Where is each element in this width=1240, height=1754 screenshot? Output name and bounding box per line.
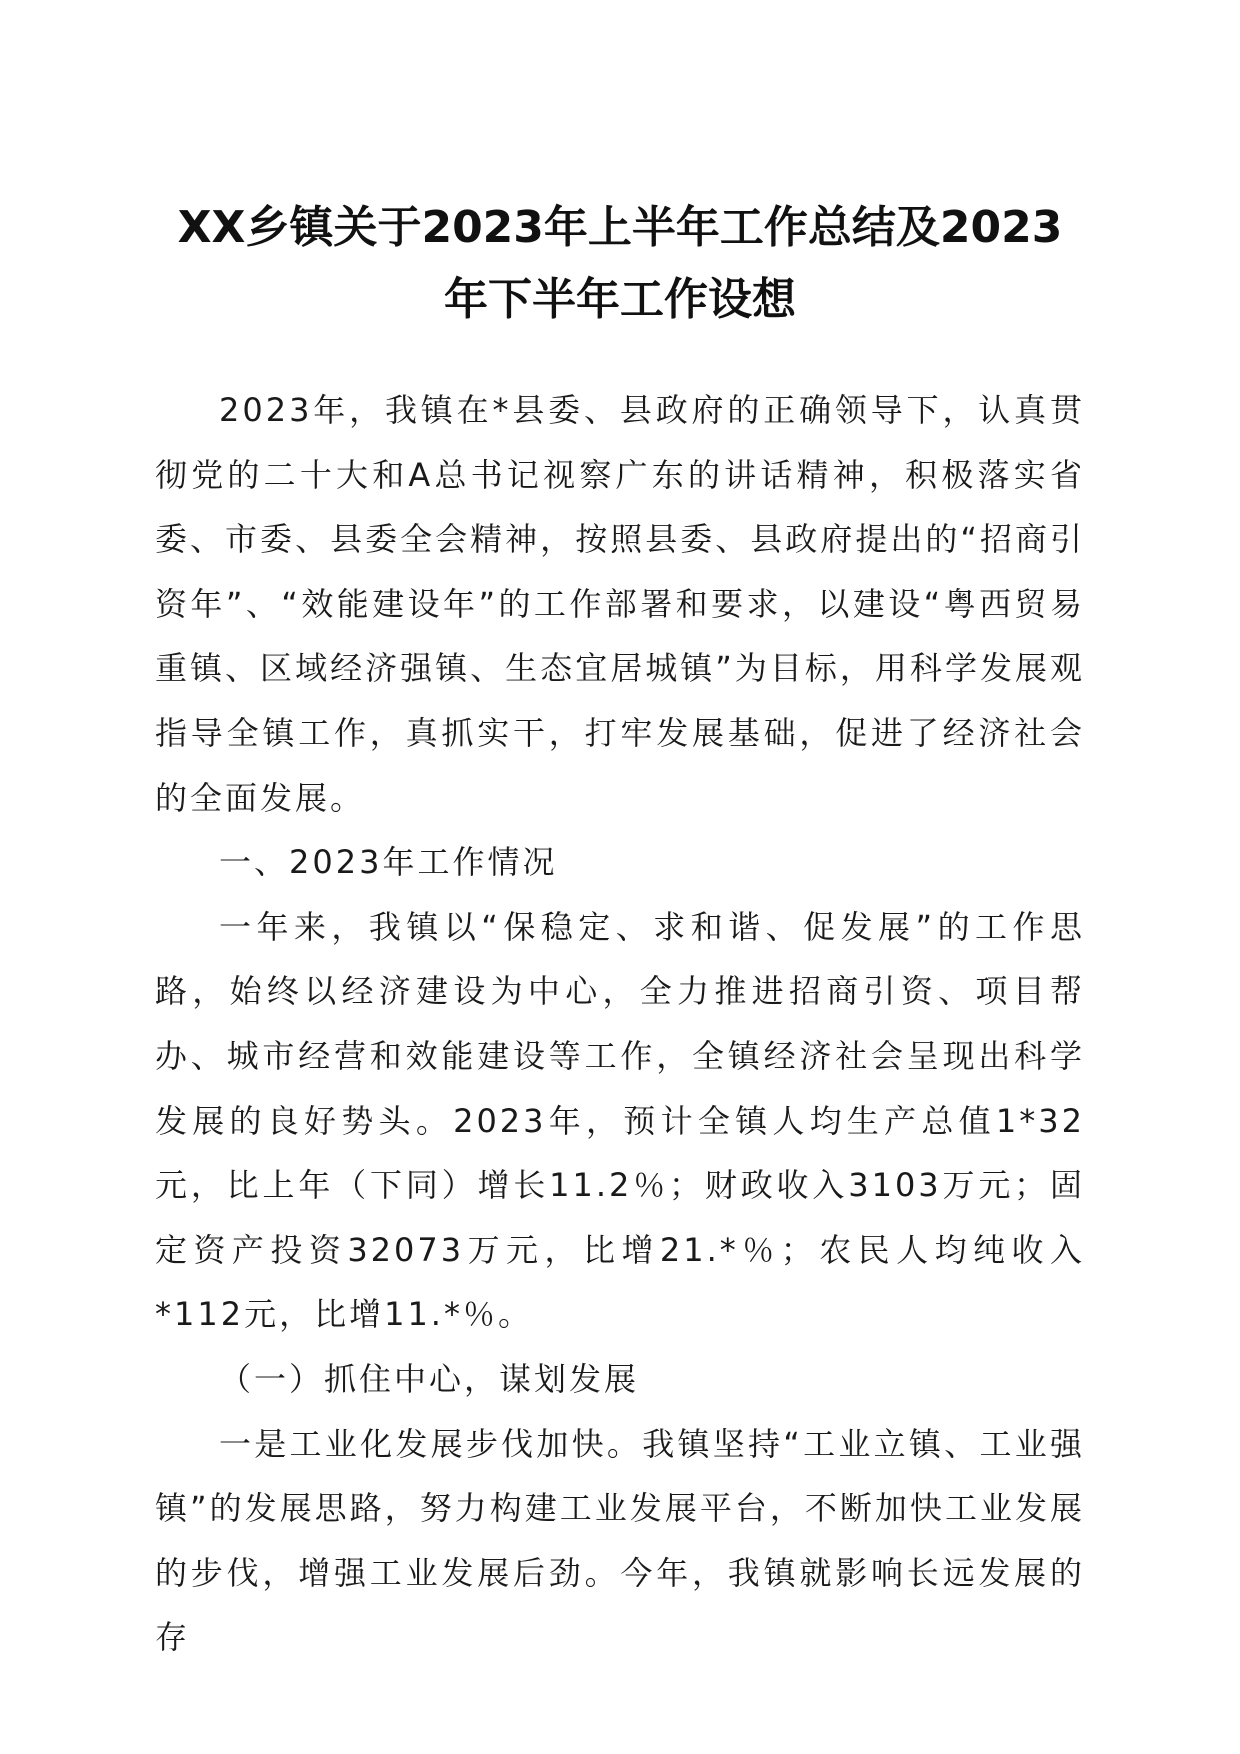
intro-paragraph: 2023年，我镇在*县委、县政府的正确领导下，认真贯彻党的二十大和A总书记视察广东的讲话精神，积极落实省委、市委、县委全会精神，按照县委、县政府提出的“招商引资年”、“效能建设年”的工作部署和要求，以建设“粤西贸易重镇、区域经济强镇、生态宜居城镇”为目标，用科学发展观指导全镇工作，真抓实干，打牢发展基础，促进了经济社会的全面发展。: [155, 391, 1085, 817]
document-title: [155, 192, 1085, 336]
section-heading: 一、2023年工作情况: [219, 843, 558, 882]
title-line-1: XX乡镇关于2023年上半年工作总结及2023: [177, 202, 1063, 253]
industry-paragraph: 一是工业化发展步伐加快。我镇坚持“工业立镇、工业强镇”的发展思路，努力构建工业发展平台，不断加快工业发展的步伐，增强工业发展后劲。今年，我镇就影响长远发展的存: [155, 1424, 1085, 1657]
overview-paragraph: 一年来，我镇以“保稳定、求和谐、促发展”的工作思路，始终以经济建设为中心，全力推进招商引资、项目帮办、城市经营和效能建设等工作，全镇经济社会呈现出科学发展的良好势头。2023年，预计全镇人均生产总值1*32元，比上年（下同）增长11.2％；财政收入3103万元；固定资产投资32073万元，比增21.*％；农民人均纯收入*112元，比增11.*％。: [155, 907, 1085, 1334]
title-line-2: 年下半年工作设想: [444, 274, 796, 325]
document-body: [155, 378, 1085, 1670]
subsection-heading: （一）抓住中心，谋划发展: [219, 1359, 640, 1398]
